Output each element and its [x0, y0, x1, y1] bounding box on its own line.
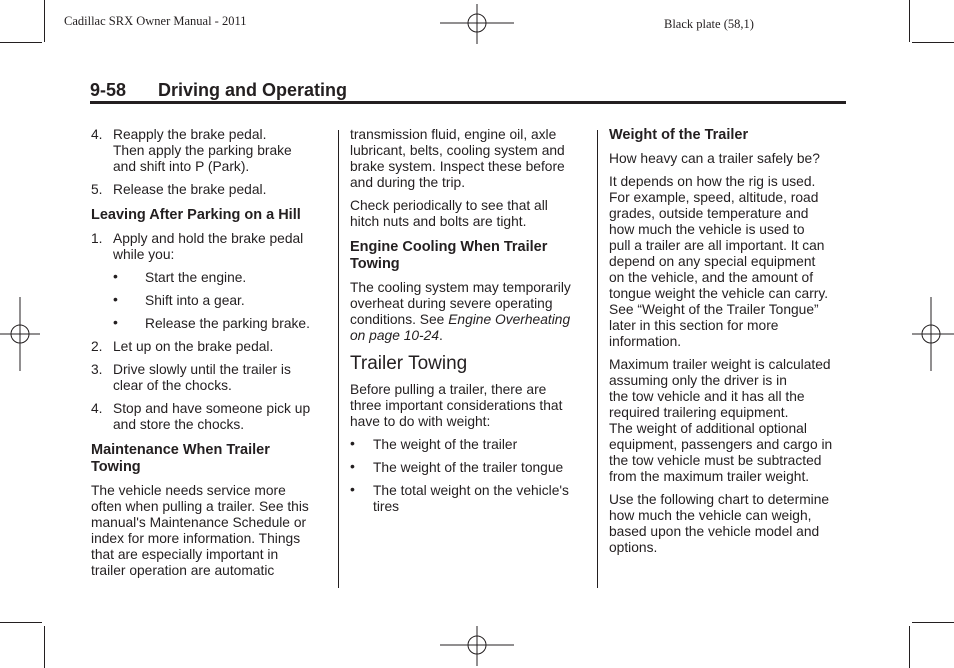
- cooling-paragraph: The cooling system may temporarily overheat during severe operating conditions. See Engine Overheating on page 10‑24.: [350, 280, 571, 343]
- list-item: 3. Drive slowly until the trailer is clear of the chocks.: [91, 362, 291, 393]
- heading-rule: [90, 101, 846, 104]
- column-3: [609, 127, 849, 556]
- maintenance-paragraph: The vehicle needs service more often when pulling a trailer. See this manual's Maintenance Schedule or index for more information. Things that are especially important in trailer operation are automatic: [91, 483, 309, 578]
- manual-title: Cadillac SRX Owner Manual - 2011: [64, 14, 247, 28]
- crop-mark-bottom-right-h: [912, 622, 954, 623]
- column-divider-1: [338, 130, 339, 588]
- crop-mark-bottom-left-h: [0, 622, 42, 623]
- section-heading-trailer-towing: Trailer Towing: [350, 353, 468, 374]
- column-2: [350, 127, 590, 515]
- sub-list-item: • Shift into a gear.: [113, 291, 245, 308]
- subheading-maintenance: Maintenance When Trailer Towing: [91, 442, 270, 475]
- list-item: 2. Let up on the brake pedal.: [91, 339, 274, 354]
- crop-mark-bottom-right-v: [909, 626, 910, 668]
- max-weight-paragraph: Maximum trailer weight is calculated assuming only the driver is in the tow vehicle and it has all the required trailering equipment. The weight of additional optional equipment, passengers and cargo in the tow vehicle must be subtracted from the maximum trailer weight.: [609, 357, 833, 484]
- subheading-leaving-after-parking: Leaving After Parking on a Hill: [91, 207, 301, 223]
- list-item: 4. Stop and have someone pick up and store the chocks.: [91, 401, 311, 432]
- list-item: 5. Release the brake pedal.: [91, 182, 267, 197]
- sub-list-item: • Start the engine.: [113, 268, 247, 285]
- subheading-engine-cooling: Engine Cooling When Trailer Towing: [350, 239, 548, 272]
- answer-paragraph: It depends on how the rig is used. For example, speed, altitude, road grades, outside temperature and how much the vehicle is used to pull a trailer are all important. It can depend on any special equipment on the vehicle, and the amount of tongue weight the vehicle can carry. See “Weight of the Trailer Tongue” later in this section for more information.: [609, 174, 829, 349]
- crop-mark-bottom-left-v: [44, 626, 45, 668]
- plate-label: Black plate (58,1): [664, 17, 754, 31]
- trailer-towing-intro: Before pulling a trailer, there are three important considerations that have to do with weight:: [350, 382, 563, 429]
- registration-mark-right-icon: [912, 297, 954, 371]
- column-divider-2: [597, 130, 598, 588]
- registration-mark-bottom-icon: [440, 626, 514, 666]
- section-title: Driving and Operating: [158, 80, 348, 100]
- crop-mark-top-left-v: [44, 0, 45, 42]
- chart-reference-paragraph: Use the following chart to determine how much the vehicle can weigh, based upon the vehicle model and options.: [609, 492, 830, 555]
- cross-reference-page[interactable]: on page 10‑24: [350, 328, 439, 343]
- check-paragraph: Check periodically to see that all hitch nuts and bolts are tight.: [350, 198, 548, 229]
- bullet-item: • The weight of the trailer tongue: [350, 458, 564, 475]
- crop-mark-top-right-v: [909, 0, 910, 42]
- crop-mark-top-left-h: [0, 42, 42, 43]
- page-heading: [90, 80, 347, 101]
- column-1: [91, 127, 331, 579]
- sub-list-item: • Release the parking brake.: [113, 314, 310, 331]
- bullet-item: • The weight of the trailer: [350, 435, 518, 452]
- subheading-weight-of-trailer: Weight of the Trailer: [609, 127, 749, 143]
- maintenance-paragraph-continued: transmission fluid, engine oil, axle lubricant, belts, cooling system and brake system. Inspect these before and during the trip.: [350, 127, 565, 190]
- list-item: 1. Apply and hold the brake pedal while you:: [91, 231, 304, 262]
- cross-reference-link[interactable]: Engine Overheating: [448, 312, 571, 327]
- crop-mark-top-right-h: [912, 42, 954, 43]
- registration-mark-top-icon: [440, 4, 514, 44]
- list-item: 4. Reapply the brake pedal. Then apply the parking brake and shift into P (Park).: [91, 127, 292, 174]
- bullet-item: • The total weight on the vehicle's tires: [350, 481, 569, 514]
- page-number: 9-58: [90, 80, 127, 100]
- registration-mark-left-icon: [0, 297, 40, 371]
- question-text: How heavy can a trailer safely be?: [609, 151, 820, 166]
